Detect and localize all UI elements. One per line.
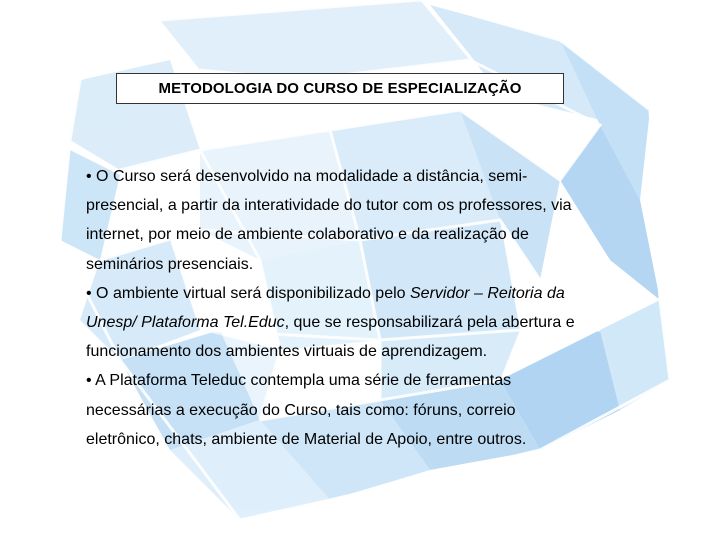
slide-title: METODOLOGIA DO CURSO DE ESPECIALIZAÇÃO [158, 80, 522, 97]
bullet-2-line-3: funcionamento dos ambientes virtuais de aprendizagem. [86, 343, 488, 361]
slide-body [86, 162, 646, 454]
bullet-1-line-1: • O Curso será desenvolvido na modalidade a distância, semi- [86, 168, 528, 185]
bullet-3-line-3: eletrônico, chats, ambiente de Material de Apoio, entre outros. [86, 430, 527, 448]
bullet-2-line-1-prefix: • O ambiente virtual será disponibilizado pelo [86, 284, 410, 302]
bullet-2-line-2-italic: Unesp/ Plataforma Tel.Educ [86, 314, 285, 332]
bullet-1-line-2: presencial, a partir da interatividade do tutor com os professores, via [86, 197, 572, 215]
bullet-3-line-2: necessárias a execução do Curso, tais como: fóruns, correio [86, 401, 516, 419]
bullet-2-line-1 [86, 279, 646, 308]
slide-title-box [116, 73, 564, 104]
bullet-1-line-4: seminários presenciais. [86, 255, 254, 273]
bullet-3-line-1: • A Plataforma Teleduc contempla uma série de ferramentas [86, 372, 512, 390]
bullet-2-line-1-italic: Servidor – Reitoria da [410, 284, 565, 302]
bullet-1-line-3: internet, por meio de ambiente colaborativo e da realização de [86, 226, 529, 244]
bullet-2-line-2 [86, 308, 646, 337]
bullet-2-line-2-suffix: , que se responsabilizará pela abertura e [284, 314, 575, 332]
